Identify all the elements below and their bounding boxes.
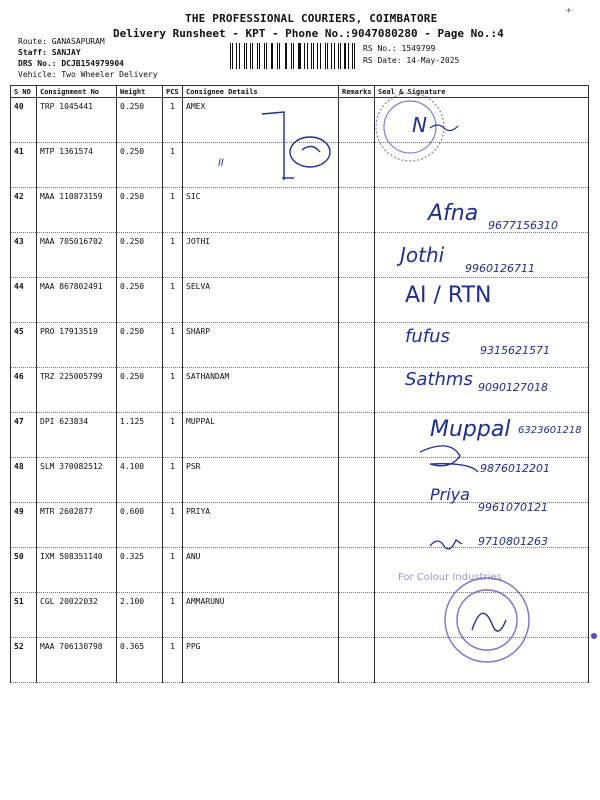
- cell-consignment: TRP 1045441: [37, 98, 117, 143]
- signature-row-47: Muppal: [430, 417, 511, 442]
- cell-signature: [375, 98, 589, 143]
- col-header-pcs: PCS: [163, 86, 183, 98]
- cell-consignment: SLM 370082512: [37, 458, 117, 503]
- cell-remarks: [339, 593, 375, 638]
- cell-pcs: 1: [163, 593, 183, 638]
- signature-row-46: Sathms: [405, 369, 473, 390]
- barcode-bar: [252, 43, 253, 69]
- col-header-sno: S NO: [11, 86, 37, 98]
- cell-weight: 0.250: [117, 98, 163, 143]
- cell-pcs: 1: [163, 503, 183, 548]
- barcode-bar: [317, 43, 318, 69]
- drs-value: DCJB154979904: [61, 59, 124, 68]
- barcode-bar: [271, 43, 272, 69]
- phone-row-50: 9710801263: [478, 535, 548, 548]
- cell-sno: 42: [11, 188, 37, 233]
- cell-weight: 2.100: [117, 593, 163, 638]
- cell-pcs: 1: [163, 413, 183, 458]
- scan-mark: +: [566, 6, 572, 16]
- rs-date-line: [363, 56, 459, 65]
- remark-row-44: AI / RTN: [405, 283, 492, 308]
- barcode-bar: [239, 43, 240, 69]
- barcode-bar: [291, 43, 292, 69]
- table-row: [11, 593, 589, 638]
- col-header-consignee: Consignee Details: [183, 86, 339, 98]
- barcode-bar: [352, 43, 353, 69]
- cell-remarks: [339, 143, 375, 188]
- vehicle-label: Vehicle:: [18, 70, 57, 79]
- cell-remarks: [339, 278, 375, 323]
- barcode-bar: [334, 43, 335, 69]
- stamp-dot: [591, 633, 597, 639]
- cell-remarks: [339, 188, 375, 233]
- cell-consignee: SIC: [183, 188, 339, 233]
- cell-remarks: [339, 638, 375, 683]
- rs-no-label: RS No.:: [363, 44, 397, 53]
- cell-consignee: PPG: [183, 638, 339, 683]
- barcode-bar: [279, 43, 280, 69]
- barcode-bar: [329, 43, 330, 69]
- row-41-mark: ll: [218, 158, 224, 169]
- barcode-bar: [232, 43, 233, 69]
- cell-sno: 47: [11, 413, 37, 458]
- cell-signature: [375, 593, 589, 638]
- barcode-bar: [338, 43, 339, 69]
- company-name: THE PROFESSIONAL COURIERS, COIMBATORE: [185, 12, 438, 25]
- cell-weight: 1.125: [117, 413, 163, 458]
- barcode-bar: [286, 43, 287, 69]
- signature-row-49: Priya: [430, 485, 470, 504]
- barcode-bar: [304, 43, 305, 69]
- barcode-bar: [293, 43, 294, 69]
- cell-consignee: PSR: [183, 458, 339, 503]
- cell-remarks: [339, 323, 375, 368]
- cell-consignment: IXM 508351140: [37, 548, 117, 593]
- table-header-row: [11, 86, 589, 98]
- barcode-bar: [281, 43, 282, 69]
- col-header-consignment: Consignment No: [37, 86, 117, 98]
- staff-label: Staff:: [18, 48, 47, 57]
- barcode-bar: [257, 43, 258, 69]
- cell-pcs: 1: [163, 188, 183, 233]
- phone-row-46: 9090127018: [478, 381, 548, 394]
- cell-remarks: [339, 503, 375, 548]
- phone-row-45: 9315621571: [480, 344, 550, 357]
- barcode-bar: [327, 43, 328, 69]
- table-row: [11, 278, 589, 323]
- cell-sno: 44: [11, 278, 37, 323]
- cell-signature: [375, 638, 589, 683]
- table-row: [11, 503, 589, 548]
- barcode-bar: [299, 43, 300, 69]
- col-header-weight: Weight: [117, 86, 163, 98]
- barcode-bar: [322, 43, 323, 69]
- vehicle-line: [18, 70, 158, 79]
- cell-pcs: 1: [163, 233, 183, 278]
- barcode-bar: [277, 43, 278, 69]
- cell-consignment: MTR 2602877: [37, 503, 117, 548]
- cell-sno: 50: [11, 548, 37, 593]
- cell-signature: [375, 548, 589, 593]
- barcode-bar: [335, 43, 336, 69]
- barcode-bar: [298, 43, 299, 69]
- cell-sno: 43: [11, 233, 37, 278]
- col-header-remarks: Remarks: [339, 86, 375, 98]
- barcode-bar: [349, 43, 350, 69]
- drs-barcode: [230, 43, 356, 69]
- signature-row-40: N: [412, 113, 427, 137]
- cell-signature: [375, 503, 589, 548]
- cell-consignee: JOTHI: [183, 233, 339, 278]
- phone-row-43: 9960126711: [465, 262, 535, 275]
- staff-value: SANJAY: [51, 48, 81, 57]
- cell-signature: [375, 323, 589, 368]
- barcode-bar: [340, 43, 341, 69]
- cell-signature: [375, 143, 589, 188]
- cell-weight: 0.250: [117, 368, 163, 413]
- barcode-bar: [311, 43, 312, 69]
- runsheet-title: Delivery Runsheet - KPT - Phone No.:9047080280 - Page No.:4: [113, 27, 504, 40]
- cell-pcs: 1: [163, 458, 183, 503]
- signature-row-45: fufus: [405, 326, 450, 347]
- phone-row-48: 9876012201: [480, 462, 550, 475]
- cell-pcs: 1: [163, 368, 183, 413]
- table-row: [11, 323, 589, 368]
- cell-remarks: [339, 458, 375, 503]
- barcode-bar: [285, 43, 286, 69]
- cell-signature: [375, 368, 589, 413]
- cell-weight: 0.250: [117, 188, 163, 233]
- cell-pcs: 1: [163, 98, 183, 143]
- barcode-bar: [343, 43, 344, 69]
- cell-consignee: SHARP: [183, 323, 339, 368]
- table-row: [11, 458, 589, 503]
- phone-row-42: 9677156310: [488, 219, 558, 232]
- cell-weight: 0.250: [117, 323, 163, 368]
- cell-sno: 40: [11, 98, 37, 143]
- barcode-bar: [272, 43, 273, 69]
- cell-consignee: SELVA: [183, 278, 339, 323]
- cell-pcs: 1: [163, 278, 183, 323]
- cell-consignment: MAA 706130798: [37, 638, 117, 683]
- runsheet-table: [10, 85, 589, 683]
- barcode-bar: [234, 43, 235, 69]
- rs-date-value: 14-May-2025: [406, 56, 460, 65]
- cell-sno: 49: [11, 503, 37, 548]
- barcode-bar: [266, 43, 267, 69]
- cell-consignment: TRZ 225005799: [37, 368, 117, 413]
- signature-row-42: Afna: [428, 201, 479, 226]
- barcode-bar: [236, 43, 237, 69]
- barcode-bar: [275, 43, 276, 69]
- company-stamp-text: For Colour Industries: [398, 572, 502, 583]
- staff-line: [18, 48, 81, 57]
- barcode-bar: [309, 43, 310, 69]
- barcode-bar: [344, 43, 345, 69]
- cell-pcs: 1: [163, 323, 183, 368]
- barcode-bar: [303, 43, 304, 69]
- table-row: [11, 98, 589, 143]
- barcode-bar: [264, 43, 265, 69]
- barcode-bar: [313, 43, 314, 69]
- cell-remarks: [339, 233, 375, 278]
- barcode-bar: [325, 43, 326, 69]
- rs-no-value: 1549799: [401, 44, 436, 53]
- cell-signature: [375, 188, 589, 233]
- cell-sno: 48: [11, 458, 37, 503]
- cell-sno: 52: [11, 638, 37, 683]
- cell-weight: 0.250: [117, 278, 163, 323]
- cell-weight: 4.100: [117, 458, 163, 503]
- route-label: Route:: [18, 37, 47, 46]
- barcode-bar: [348, 43, 349, 69]
- table-row: [11, 638, 589, 683]
- table-row: [11, 413, 589, 458]
- cell-consignee: ANU: [183, 548, 339, 593]
- drs-line: [18, 59, 124, 68]
- drs-label: DRS No.:: [18, 59, 57, 68]
- cell-consignment: MAA 705016702: [37, 233, 117, 278]
- cell-weight: 0.250: [117, 143, 163, 188]
- cell-sno: 45: [11, 323, 37, 368]
- table-row: [11, 188, 589, 233]
- table-row: [11, 143, 589, 188]
- cell-remarks: [339, 548, 375, 593]
- barcode-bar: [289, 43, 290, 69]
- cell-consignment: PRO 17913519: [37, 323, 117, 368]
- cell-sno: 46: [11, 368, 37, 413]
- cell-consignment: MTP 1361574: [37, 143, 117, 188]
- cell-remarks: [339, 413, 375, 458]
- barcode-bar: [268, 43, 269, 69]
- cell-signature: [375, 413, 589, 458]
- barcode-bar: [254, 43, 255, 69]
- barcode-bar: [307, 43, 308, 69]
- col-header-signature: Seal & Signature: [375, 86, 589, 98]
- cell-consignee: AMEX: [183, 98, 339, 143]
- cell-signature: [375, 278, 589, 323]
- cell-consignment: MAA 867802491: [37, 278, 117, 323]
- cell-pcs: 1: [163, 638, 183, 683]
- barcode-bar: [230, 43, 231, 69]
- phone-row-47: 6323601218: [518, 425, 582, 436]
- barcode-bar: [244, 43, 245, 69]
- cell-signature: [375, 458, 589, 503]
- barcode-bar: [320, 43, 321, 69]
- cell-signature: [375, 233, 589, 278]
- cell-consignee: MUPPAL: [183, 413, 339, 458]
- cell-consignee: [183, 143, 339, 188]
- cell-weight: 0.325: [117, 548, 163, 593]
- cell-pcs: 1: [163, 548, 183, 593]
- rs-date-label: RS Date:: [363, 56, 402, 65]
- barcode-bar: [246, 43, 247, 69]
- table-row: [11, 548, 589, 593]
- cell-consignment: DPI 623834: [37, 413, 117, 458]
- table-row: [11, 233, 589, 278]
- signature-row-43: Jothi: [400, 243, 445, 267]
- cell-remarks: [339, 98, 375, 143]
- route-line: [18, 37, 105, 46]
- table-row: [11, 368, 589, 413]
- cell-consignment: CGL 20022032: [37, 593, 117, 638]
- barcode-bar: [248, 43, 249, 69]
- vehicle-value: Two Wheeler Delivery: [61, 70, 158, 79]
- cell-remarks: [339, 368, 375, 413]
- cell-sno: 51: [11, 593, 37, 638]
- barcode-bar: [295, 43, 296, 69]
- cell-consignment: MAA 110873159: [37, 188, 117, 233]
- route-value: GANASAPURAM: [51, 37, 105, 46]
- barcode-bar: [250, 43, 251, 69]
- barcode-bar: [354, 43, 355, 69]
- barcode-bar: [316, 43, 317, 69]
- cell-consignee: PRIYA: [183, 503, 339, 548]
- cell-pcs: 1: [163, 143, 183, 188]
- barcode-bar: [240, 43, 241, 69]
- barcode-bar: [261, 43, 262, 69]
- cell-weight: 0.600: [117, 503, 163, 548]
- cell-weight: 0.250: [117, 233, 163, 278]
- phone-row-49: 9961070121: [478, 501, 548, 514]
- cell-consignee: SATHANDAM: [183, 368, 339, 413]
- cell-consignee: AMMARUNU: [183, 593, 339, 638]
- barcode-bar: [331, 43, 332, 69]
- rs-no-line: [363, 44, 435, 53]
- barcode-bar: [259, 43, 260, 69]
- cell-weight: 0.365: [117, 638, 163, 683]
- cell-sno: 41: [11, 143, 37, 188]
